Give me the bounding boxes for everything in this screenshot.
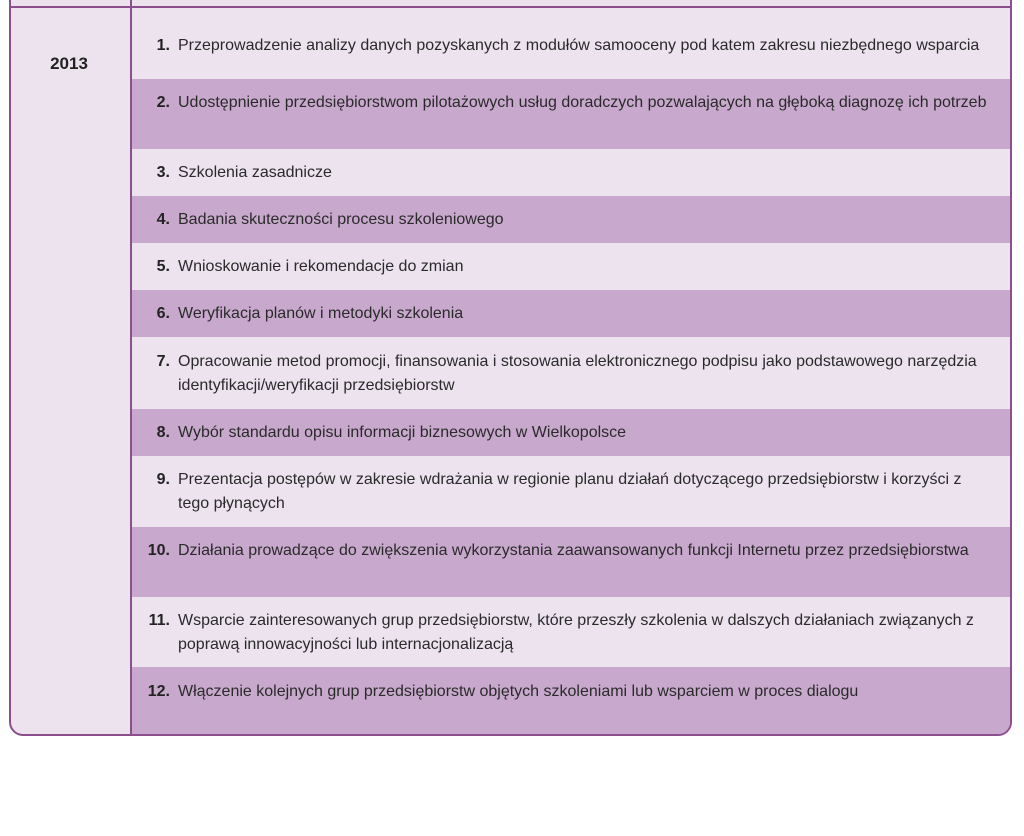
item-number: 2. [156,94,170,111]
item-text: Wnioskowanie i rekomendacje do zmian [178,258,464,275]
item-number: 4. [156,211,170,228]
item-text: Badania skuteczności procesu szkoleniowego [178,211,504,228]
item-number: 3. [156,164,170,181]
list-item [132,667,1010,736]
item-number: 5. [156,258,170,275]
item-text: Weryfikacja planów i metodyki szkolenia [178,305,464,322]
list-item [132,79,1010,149]
item-number: 9. [156,471,170,488]
list-item [132,456,1010,527]
list-item [132,196,1010,243]
item-number: 8. [156,424,170,441]
list-item [132,290,1010,337]
item-text: Udostępnienie przedsiębiorstwom pilotażowych usług doradczych pozwalających na głęboką diagnozę ich potrzeb [178,94,987,111]
item-text: Szkolenia zasadnicze [178,164,332,181]
list-item [132,527,1010,597]
item-number: 7. [156,353,170,370]
list-item [132,8,1010,79]
item-text: Działania prowadzące do zwiększenia wykorzystania zaawansowanych funkcji Internetu przez przedsiębiorstwa [178,542,969,559]
list-item [132,409,1010,456]
list-item [132,337,1010,409]
item-number: 10. [147,542,170,559]
year-label: 2013 [50,54,88,73]
list-item [132,597,1010,667]
year-column [11,8,131,734]
item-number: 11. [148,612,170,629]
schedule-table [9,0,1012,736]
item-text: Prezentacja postępów w zakresie wdrażania w regionie planu działań dotyczącego przedsiębiorstw i korzyści z tego płynących [178,471,962,512]
item-text: Wybór standardu opisu informacji biznesowych w Wielkopolsce [178,424,627,441]
item-text: Przeprowadzenie analizy danych pozyskanych z modułów samooceny pod katem zakresu niezbędnego wsparcia [178,37,980,54]
item-number: 12. [147,683,170,700]
list-item [132,243,1010,290]
item-text: Włączenie kolejnych grup przedsiębiorstw objętych szkoleniami lub wsparciem w proces dialogu [178,683,859,700]
item-text: Wsparcie zainteresowanych grup przedsiębiorstw, które przeszły szkolenia w dalszych działaniach związanych z poprawą innowacyjności lub internacjonalizacją [178,612,974,653]
item-number: 1. [156,37,170,54]
item-text: Opracowanie metod promocji, finansowania i stosowania elektronicznego podpisu jako podstawowego narzędzia identyfikacji/weryfikacji przedsiębiorstw [178,353,977,394]
list-item [132,149,1010,196]
item-number: 6. [156,305,170,322]
